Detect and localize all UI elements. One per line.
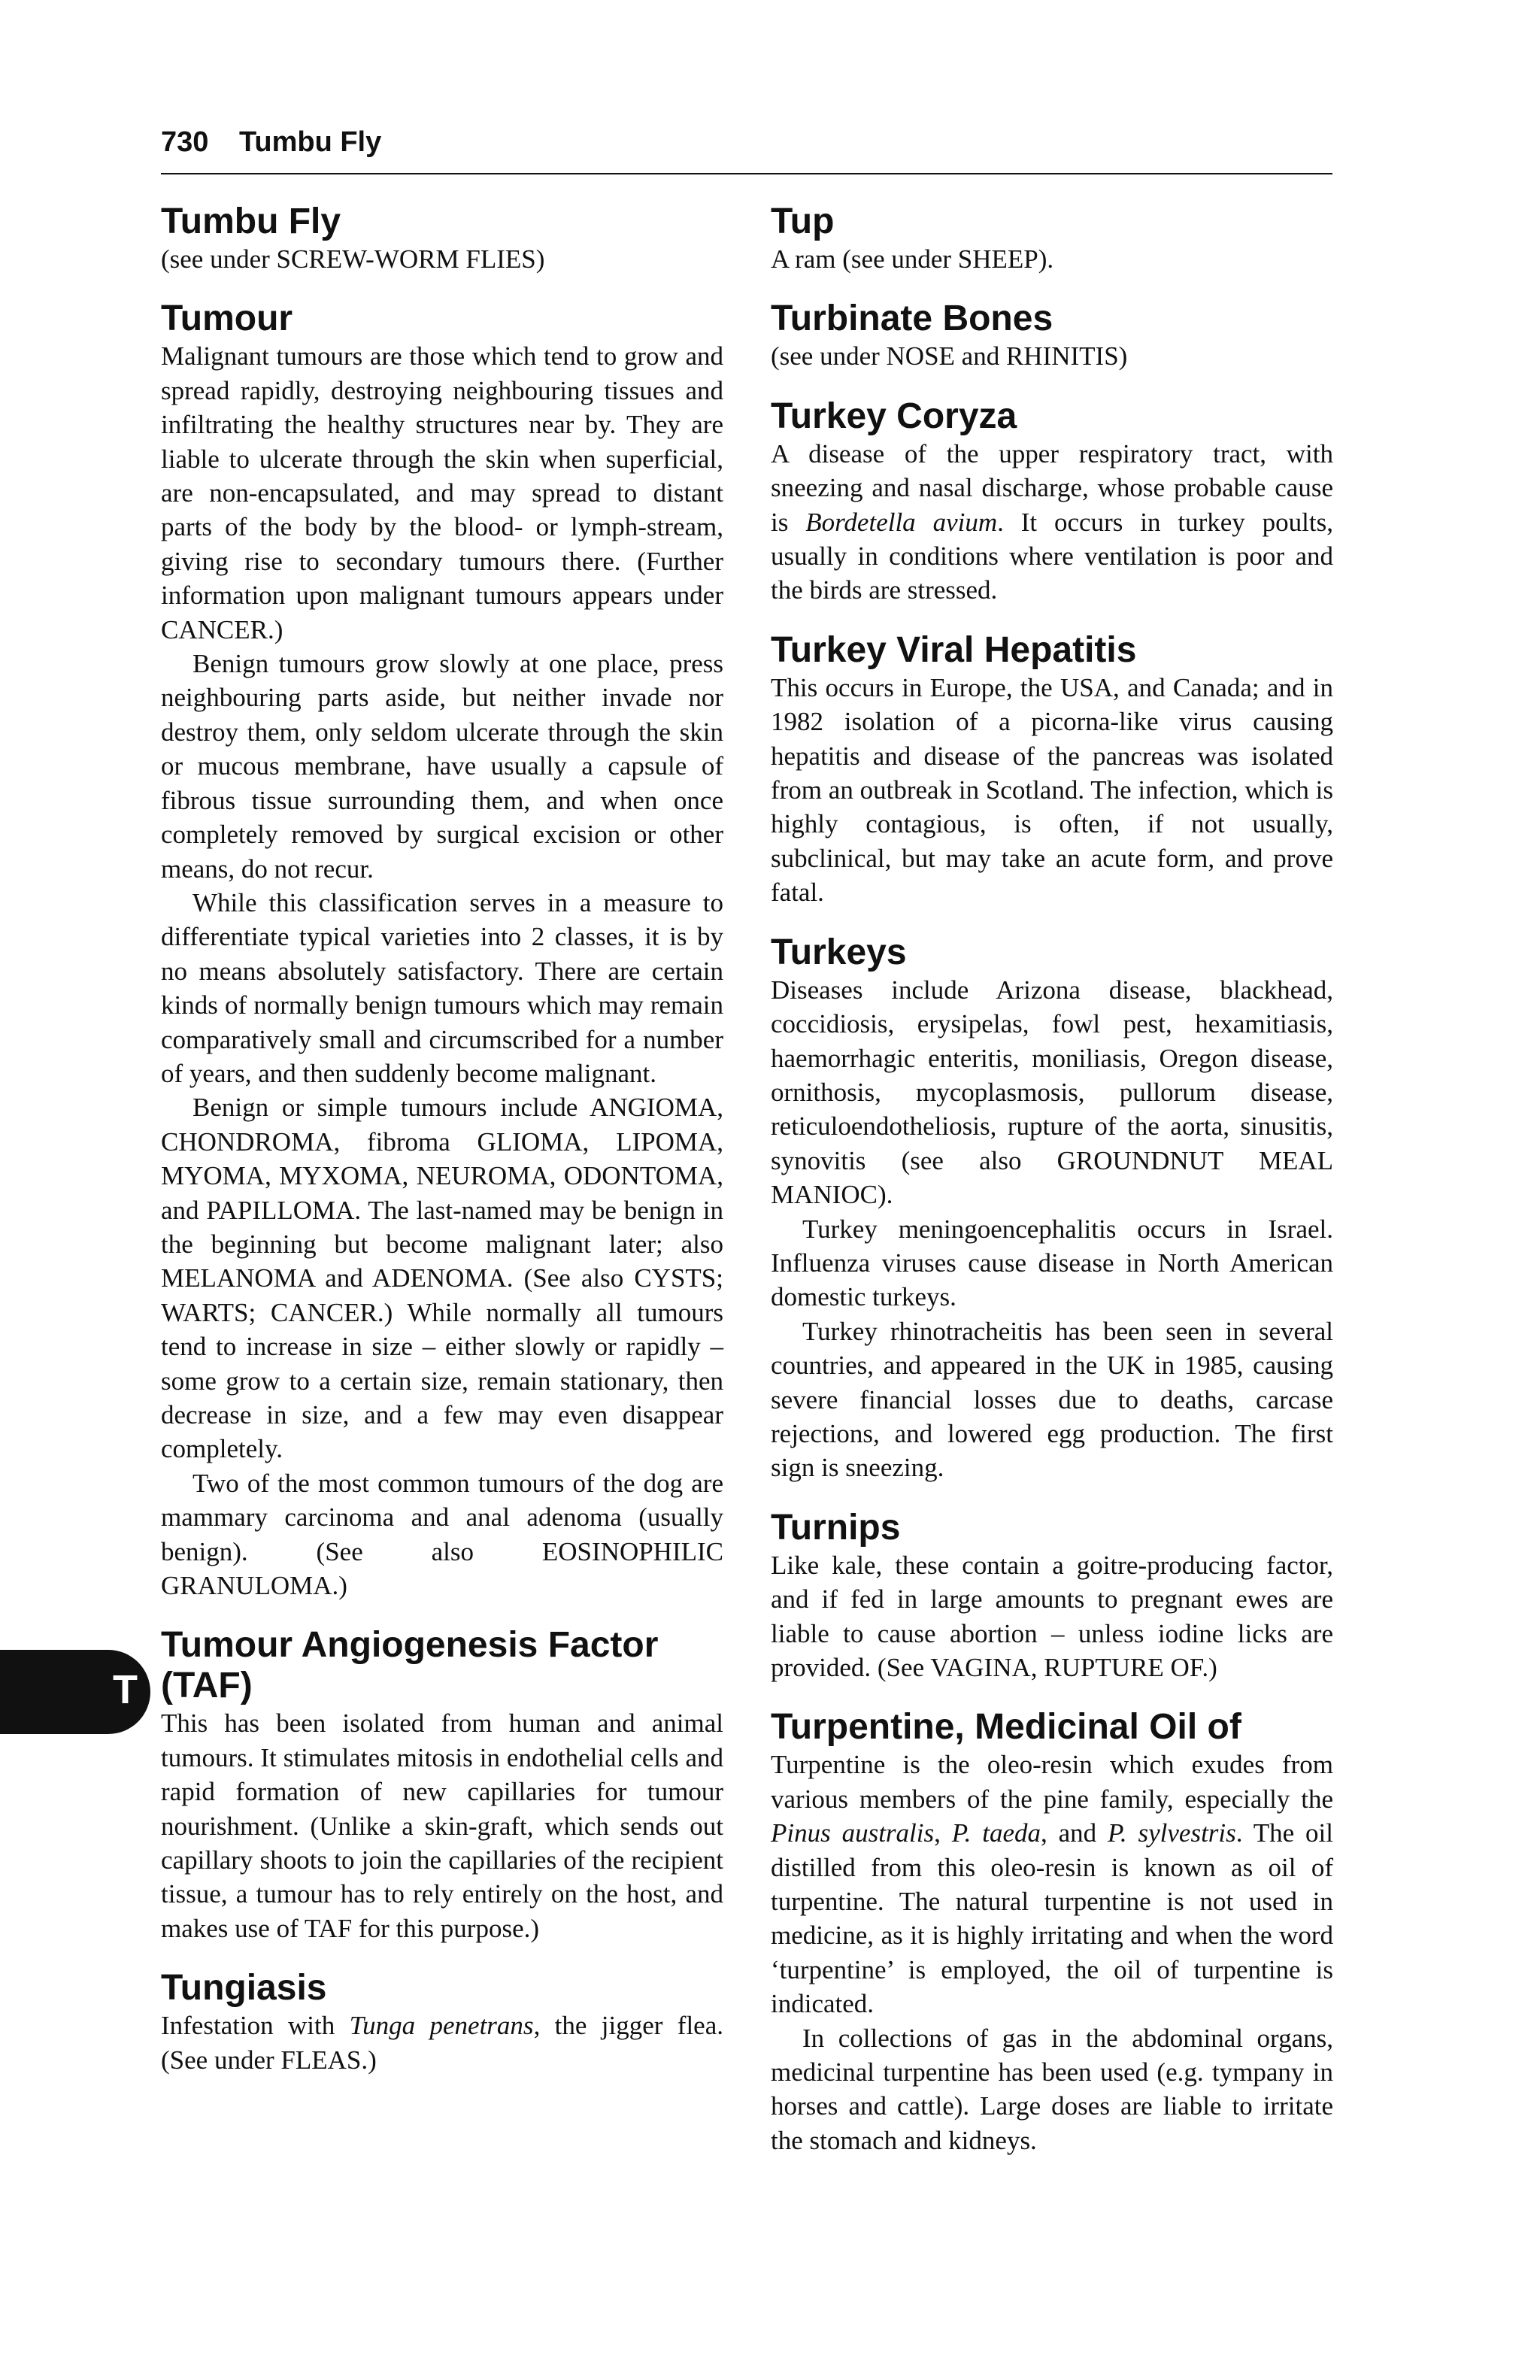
header-rule (161, 173, 1332, 174)
headword: Turnips (771, 1507, 901, 1548)
entry-paragraph: Turkey meningoencephalitis occurs in Israel. Influenza viruses cause disease in North American domestic turkeys. (771, 1214, 1333, 1312)
species-name: P. sylvestris (1108, 1818, 1236, 1848)
entry-paragraph: In collections of gas in the abdominal organs, medicinal turpentine has been used (e.g. tympany in horses and cattle). Large doses are liable to irritate the stomach and kidneys. (771, 2023, 1333, 2155)
headword: Turkey Coryza (771, 396, 1017, 436)
text-run: , (934, 1818, 952, 1848)
text-run: , and (1041, 1818, 1108, 1848)
species-name: Pinus australis (771, 1818, 935, 1848)
running-head (161, 126, 1332, 159)
entry-paragraph: Two of the most common tumours of the dog are mammary carcinoma and anal adenoma (usually benign). (See also EOSINOPHILIC GRANULOMA.) (161, 1468, 723, 1601)
entry-paragraph (771, 437, 1333, 608)
entry-tumbu-fly (161, 202, 723, 276)
entry-paragraph: Malignant tumours are those which tend to grow and spread rapidly, destroying neighbouring tissues and infiltrating the healthy structures near by. They are liable to ulcerate through the skin when superficial, are non-encapsulated, and may spread to distant parts of the body by the blood- or lymph-stream, giving rise to secondary tumours there. (Further information upon malignant tumours appears under CANCER.) (161, 341, 723, 644)
page-number: 730 (161, 126, 209, 158)
entry-turpentine (771, 1707, 1333, 2157)
species-name: Bordetella avium (805, 507, 998, 537)
entry-paragraph: Benign or simple tumours include ANGIOMA, CHONDROMA, fibroma GLIOMA, LIPOMA, MYOMA, MYXOMA, NEUROMA, ODONTOMA, and PAPILLOMA. The last-named may be benign in the beginning but become malignant later; also MELANOMA and ADENOMA. (See also CYSTS; WARTS; CANCER.) While normally all tumours tend to increase in size – either slowly or rapidly – some grow to a certain size, remain stationary, then decrease in size, and a few may even disappear completely. (161, 1093, 723, 1464)
entry-text: A ram (see under SHEEP). (771, 244, 1054, 274)
headword: Turpentine, Medicinal Oil of (771, 1707, 1241, 1748)
headword: Tup (771, 202, 835, 241)
entry-turkeys (771, 932, 1333, 1485)
entry-tumour-angiogenesis-factor (161, 1625, 723, 1945)
entry-paragraph: This occurs in Europe, the USA, and Canada; and in 1982 isolation of a picorna-like virus causing hepatitis and disease of the pancreas was isolated from an outbreak in Scotland. The infection, which is highly contagious, is often, if not usually, subclinical, but may take an acute form, and prove fatal. (771, 672, 1333, 908)
entry-paragraph (771, 1748, 1333, 2021)
entry-paragraph: While this classification serves in a measure to differentiate typical varieties into 2 classes, it is by no means absolutely satisfactory. There are certain kinds of normally benign tumours which may remain comparatively small and circumscribed for a number of years, and then suddenly become malignant. (161, 887, 723, 1088)
text-run: , the jigger flea. (See under FLEAS.) (161, 2011, 723, 2075)
entry-turkey-coryza (771, 396, 1333, 608)
text-run: . It occurs in turkey poults, usually in conditions where ventilation is poor and the birds are stressed. (771, 507, 1333, 605)
headword: Turbinate Bones (771, 299, 1053, 339)
headword: Turkey Viral Hepatitis (771, 629, 1137, 670)
entry-paragraph: This has been isolated from human and animal tumours. It stimulates mitosis in endothelial cells and rapid formation of new capillaries for tumour nourishment. (Unlike a skin-graft, which sends out capillary shoots to join the capillaries of the recipient tissue, a tumour has to rely entirely on the host, and makes use of TAF for this purpose.) (161, 1708, 723, 1943)
entry-turbinate-bones (771, 299, 1333, 373)
entry-tumour (161, 299, 723, 1602)
species-name: P. taeda (951, 1818, 1041, 1848)
headword: Tumour (161, 299, 293, 339)
entry-tup (771, 202, 1333, 276)
entry-paragraph: Like kale, these contain a goitre-producing factor, and if fed in large amounts to pregnant ewes are liable to cause abortion – unless iodine licks are provided. (See VAGINA, RUPTURE OF.) (771, 1550, 1333, 1682)
entry-text: (see under SCREW-WORM FLIES) (161, 244, 545, 274)
text-run: Turpentine is the oleo-resin which exudes from various members of the pine family, especially the (771, 1750, 1333, 1814)
text-run: A disease of the upper respiratory tract, with sneezing and nasal discharge, whose probable cause is (771, 438, 1333, 537)
entry-paragraph: Benign tumours grow slowly at one place, press neighbouring parts aside, but neither invade nor destroy them, only seldom ulcerate through the skin or mucous membrane, have usually a capsule of fibrous tissue surrounding them, and when once completely removed by surgical excision or other means, do not recur. (161, 649, 723, 884)
text-run: Infestation with (161, 2011, 350, 2041)
entry-turkey-viral-hepatitis (771, 630, 1333, 910)
entry-turnips (771, 1508, 1333, 1685)
headword: Tumbu Fly (161, 202, 341, 241)
headword: Tungiasis (161, 1968, 327, 2009)
species-name: Tunga penetrans (349, 2011, 534, 2041)
entry-paragraph: Diseases include Arizona disease, blackhead, coccidiosis, erysipelas, fowl pest, hexamitiasis, haemorrhagic enteritis, moniliasis, Oregon disease, ornithosis, mycoplasmosis, pullorum disease, reticuloendotheliosis, rupture of the aorta, sinusitis, synovitis (see also GROUNDNUT MEAL MANIOC). (771, 975, 1333, 1210)
running-title: Tumbu Fly (238, 126, 382, 158)
text-run: . The oil distilled from this oleo-resin is known as oil of turpentine. The natural turpentine is not used in medicine, as it is highly irritating and when the word ‘turpentine’ is employed, the oil of turpentine is indicated. (771, 1818, 1333, 2019)
left-column (161, 202, 723, 2100)
headword: Turkeys (771, 932, 907, 972)
entry-paragraph: Turkey rhinotracheitis has been seen in several countries, and appeared in the UK in 1985, causing severe financial losses due to deaths, carcase rejections, and lowered egg production. The first sign is sneezing. (771, 1316, 1333, 1483)
headword: Tumour Angiogenesis Factor (TAF) (161, 1625, 659, 1706)
entry-paragraph (161, 2009, 723, 2077)
thumb-index-letter: T (113, 1667, 138, 1712)
right-column (771, 202, 1333, 2180)
entry-text: (see under NOSE and RHINITIS) (771, 341, 1128, 371)
entry-tungiasis (161, 1968, 723, 2077)
